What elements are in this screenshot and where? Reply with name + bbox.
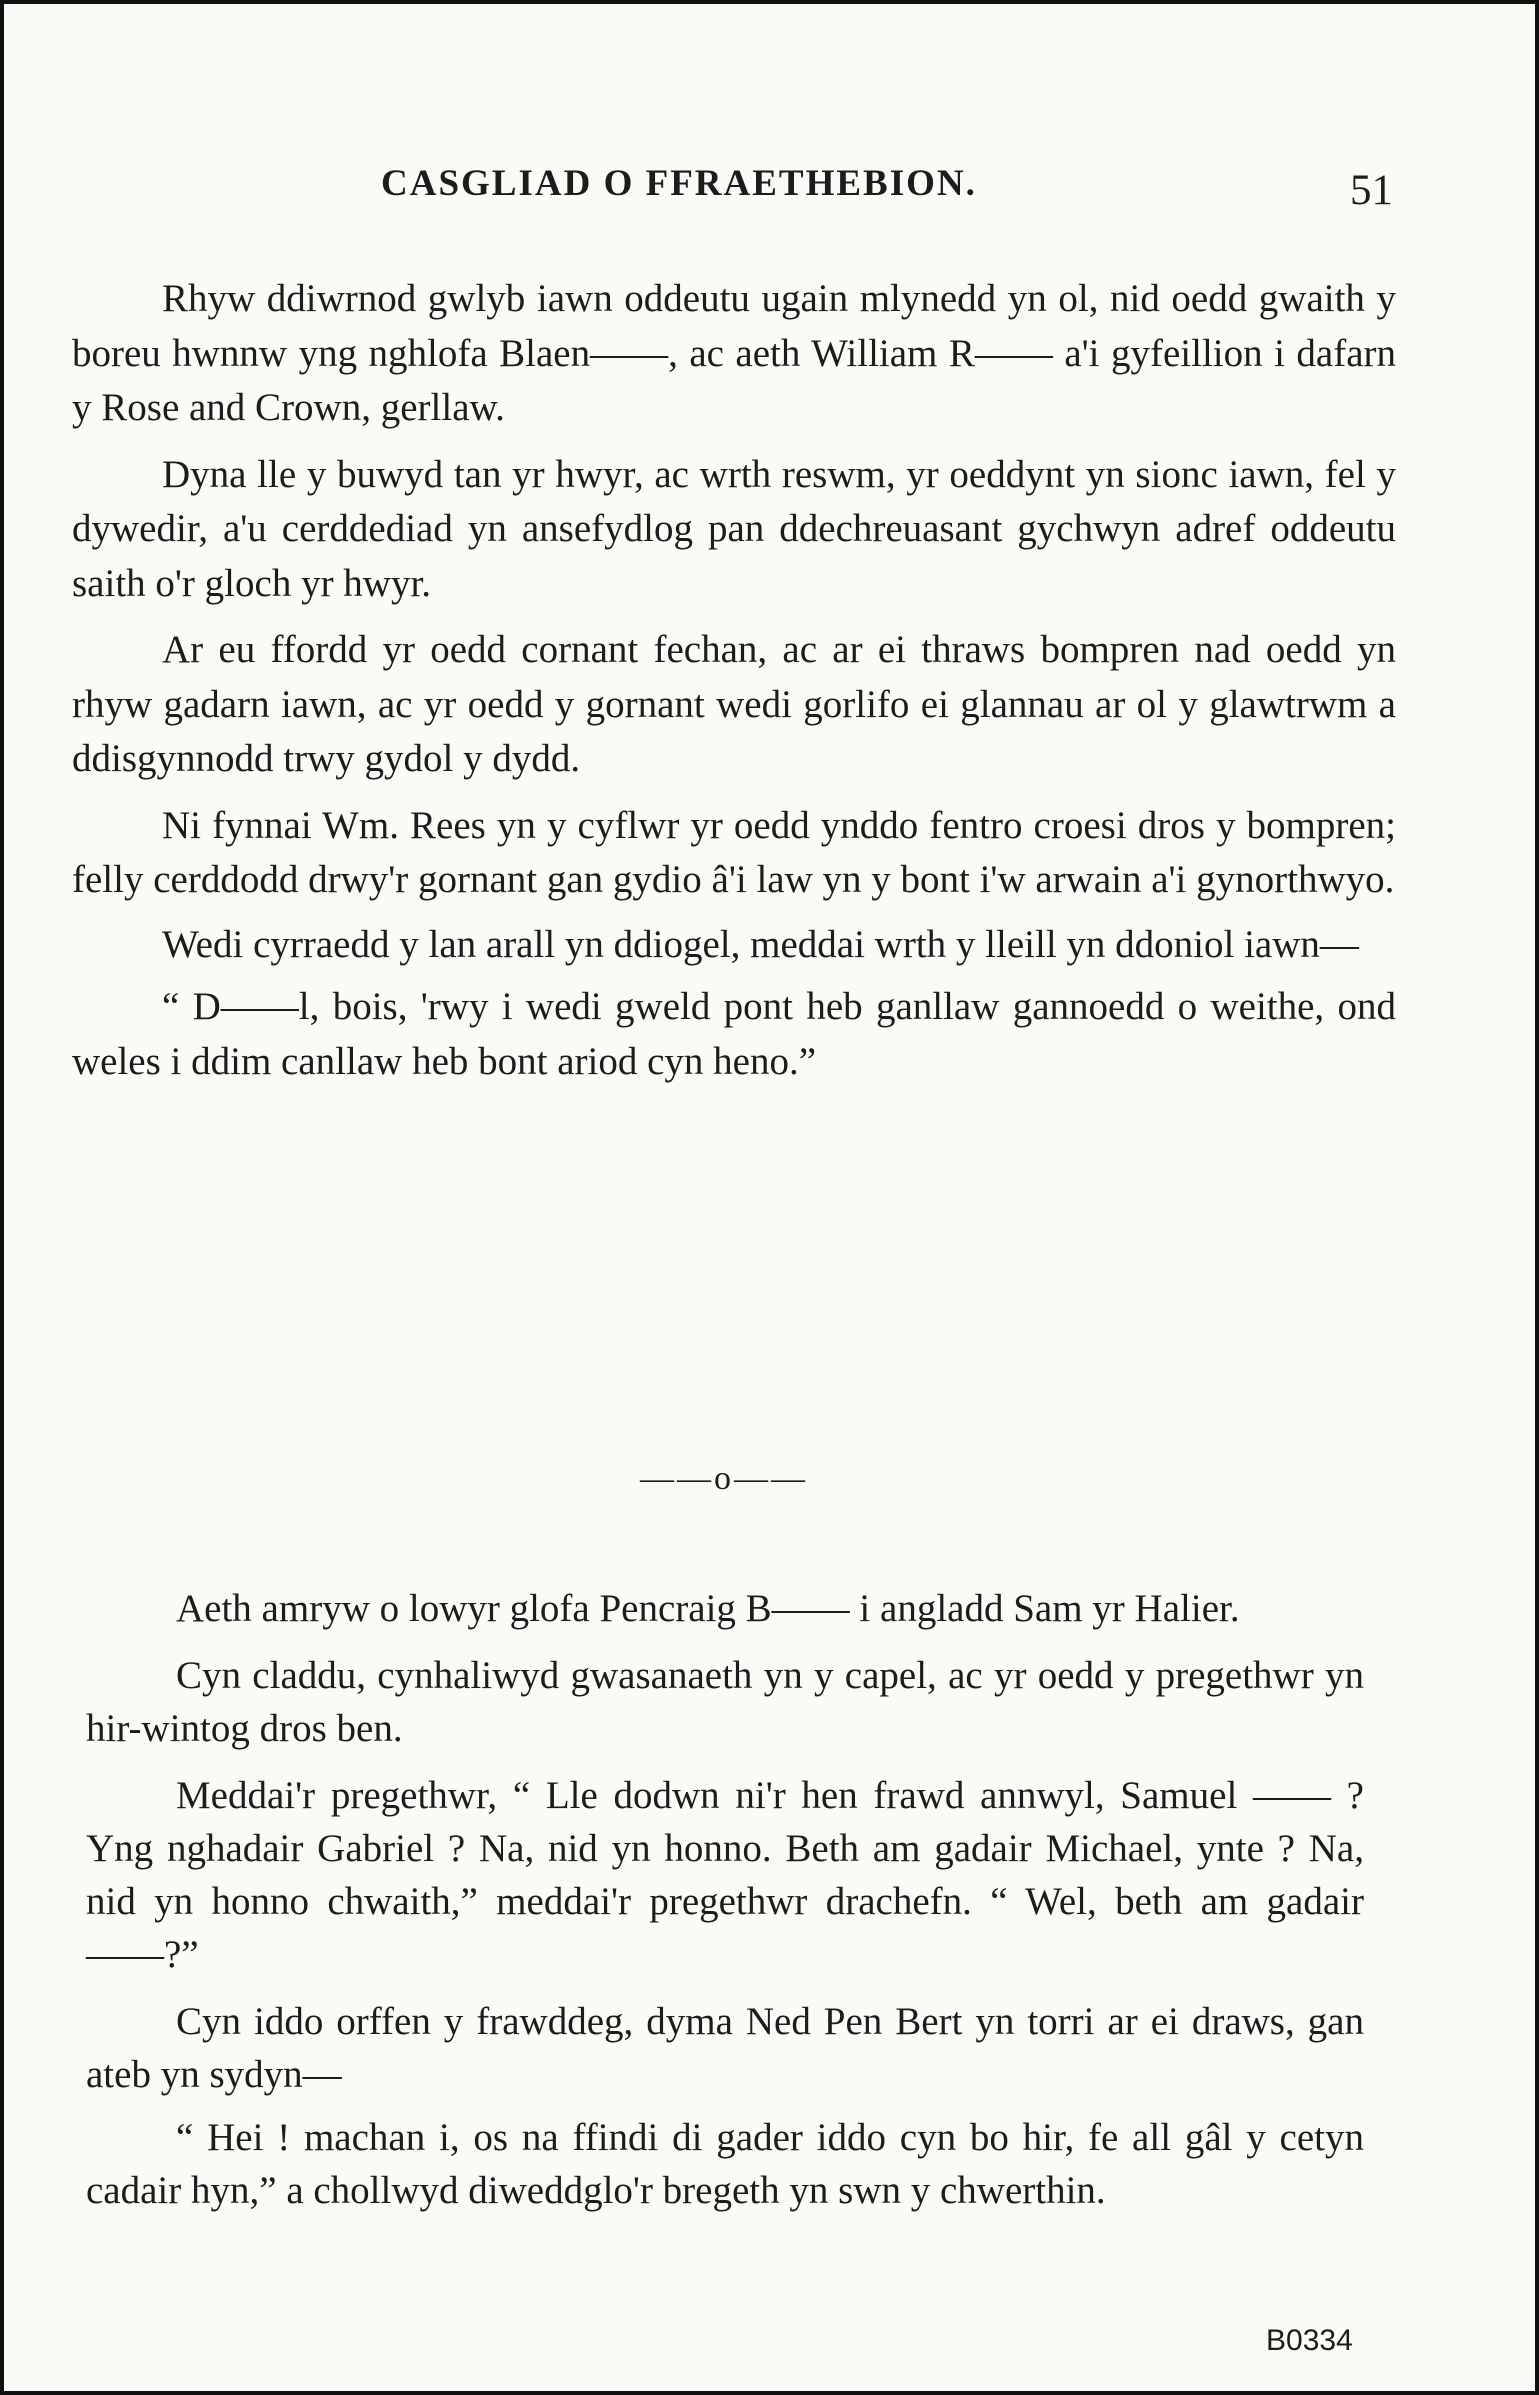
paragraph: Aeth amryw o lowyr glofa Pencraig B—— i angladd Sam yr Halier. bbox=[176, 1587, 1240, 1630]
page-number: 51 bbox=[1350, 167, 1393, 214]
paragraph: “ D——l, bois, 'rwy i wedi gweld pont heb ganllaw gannoedd o weithe, ond weles i ddim canllaw heb bont ariod cyn heno.” bbox=[72, 985, 1396, 1083]
paragraph: Cyn iddo orffen y frawddeg, dyma Ned Pen Bert yn torri ar ei draws, gan ateb yn sydyn— bbox=[86, 2000, 1364, 2096]
anecdote-one bbox=[72, 272, 1396, 1089]
anecdote-two bbox=[86, 1582, 1364, 2217]
running-title: CASGLIAD O FFRAETHEBION. bbox=[381, 163, 977, 204]
paragraph: Meddai'r pregethwr, “ Lle dodwn ni'r hen frawd annwyl, Samuel —— ? Yng nghadair Gabriel ? Na, nid yn honno. Beth am gadair Michael, ynte ? Na, nid yn honno chwaith,” meddai'r pregethwr drachefn. “ Wel, beth am gadair——?” bbox=[86, 1774, 1364, 1976]
catalogue-id: B0334 bbox=[1266, 2324, 1353, 2357]
section-divider: ——o—— bbox=[640, 1460, 808, 1497]
paragraph: Rhyw ddiwrnod gwlyb iawn oddeutu ugain mlynedd yn ol, nid oedd gwaith y boreu hwnnw yng nghlofa Blaen——, ac aeth William R—— a'i gyfeillion i dafarn y Rose and Crown, gerllaw. bbox=[72, 277, 1396, 429]
page-header bbox=[4, 154, 1535, 214]
paragraph: Cyn claddu, cynhaliwyd gwasanaeth yn y capel, ac yr oedd y pregethwr yn hir-wintog dros ben. bbox=[86, 1654, 1364, 1750]
paragraph: Wedi cyrraedd y lan arall yn ddiogel, meddai wrth y lleill yn ddoniol iawn— bbox=[162, 922, 1359, 966]
paragraph: “ Hei ! machan i, os na ffindi di gader iddo cyn bo hir, fe all gâl y cetyn cadair hyn,” a chollwyd diweddglo'r bregeth yn swn y chwerthin. bbox=[86, 2116, 1364, 2212]
paragraph: Ni fynnai Wm. Rees yn y cyflwr yr oedd ynddo fentro croesi dros y bompren; felly cerddodd drwy'r gornant gan gydio â'i law yn y bont i'w arwain a'i gynorthwyo. bbox=[72, 803, 1396, 901]
paragraph: Dyna lle y buwyd tan yr hwyr, ac wrth reswm, yr oeddynt yn sionc iawn, fel y dywedir, a'u cerddediad yn ansefydlog pan ddechreuasant gychwyn adref oddeutu saith o'r gloch yr hwyr. bbox=[72, 452, 1396, 605]
paragraph: Ar eu ffordd yr oedd cornant fechan, ac ar ei thraws bompren nad oedd yn rhyw gadarn iawn, ac yr oedd y gornant wedi gorlifo ei glannau ar ol y glawtrwm a ddisgynnodd trwy gydol y dydd. bbox=[72, 628, 1396, 780]
